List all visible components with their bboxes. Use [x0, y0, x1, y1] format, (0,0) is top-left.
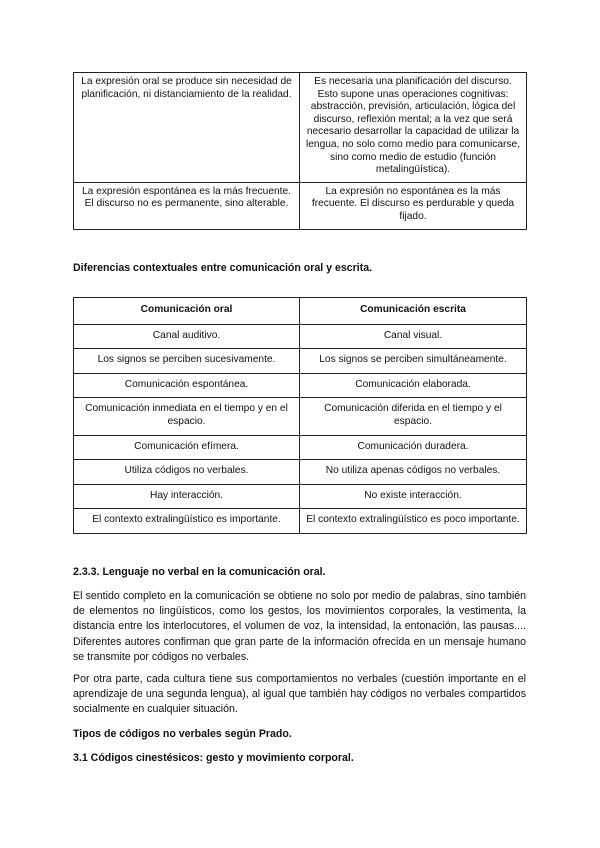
table-row — [74, 73, 527, 183]
table-cell-written: Es necesaria una planificación del discurso. Esto supone unas operaciones cognitivas: abstracción, previsión, articulación, lógica del discurso, reflexión mental; a la vez que será necesario desarrollar la capacidad de utilizar la lengua, no solo como medio para comunicarse, sino como medio de estudio (función metalingüística). — [300, 73, 527, 183]
table-cell-written: Comunicación duradera. — [300, 435, 527, 460]
body-paragraph: El sentido completo en la comunicación se obtiene no solo por medio de palabras, sino también de elementos no lingüísticos, como los gestos, los movimientos corporales, la vestimenta, la distancia entre los interlocutores, el volumen de voz, la intensidad, la entonación, las pausas.... Diferentes autores confirman que gran parte de la información ofrecida en un mensaje humano se transmite por códigos no verbales. — [73, 590, 526, 663]
section-heading-31: 3.1 Códigos cinestésicos: gesto y movimiento corporal. — [73, 752, 354, 764]
table-row — [74, 349, 527, 374]
table-cell-oral: La expresión oral se produce sin necesidad de planificación, ni distanciamiento de la realidad. — [74, 73, 300, 183]
table-row — [74, 509, 527, 534]
table-row — [74, 484, 527, 509]
table-cell-written: Comunicación elaborada. — [300, 373, 527, 398]
table-cell-written: Canal visual. — [300, 324, 527, 349]
section-heading-contextual: Diferencias contextuales entre comunicación oral y escrita. — [73, 262, 373, 274]
table-row — [74, 373, 527, 398]
table-cell-written: La expresión no espontánea es la más frecuente. El discurso es perdurable y queda fijado. — [300, 182, 527, 229]
table-row — [74, 460, 527, 485]
table-cell-oral: Comunicación espontánea. — [74, 373, 300, 398]
table-cell-oral: El contexto extralingüístico es importante. — [74, 509, 300, 534]
comparison-table-contextual — [73, 297, 527, 534]
body-paragraph: Por otra parte, cada cultura tiene sus comportamientos no verbales (cuestión importante en el aprendizaje de una segunda lengua), al igual que también hay códigos no verbales compartidos socialmente en cualquier situación. — [73, 673, 526, 716]
column-header-oral: Comunicación oral — [74, 298, 300, 325]
table-cell-written: Los signos se perciben simultáneamente. — [300, 349, 527, 374]
column-header-written: Comunicación escrita — [300, 298, 527, 325]
table-cell-written: No existe interacción. — [300, 484, 527, 509]
table-cell-oral: Comunicación inmediata en el tiempo y en el espacio. — [74, 398, 300, 435]
table-cell-oral: Canal auditivo. — [74, 324, 300, 349]
table-header-row — [74, 298, 527, 325]
table-cell-oral: La expresión espontánea es la más frecuente. El discurso no es permanente, sino alterable. — [74, 182, 300, 229]
table-row — [74, 182, 527, 229]
table-cell-oral: Los signos se perciben sucesivamente. — [74, 349, 300, 374]
table-row — [74, 435, 527, 460]
table-cell-written: El contexto extralingüístico es poco importante. — [300, 509, 527, 534]
section-heading-233: 2.3.3. Lenguaje no verbal en la comunicación oral. — [73, 566, 326, 578]
section-heading-tipos: Tipos de códigos no verbales según Prado. — [73, 728, 292, 740]
table-cell-written: No utiliza apenas códigos no verbales. — [300, 460, 527, 485]
table-cell-written: Comunicación diferida en el tiempo y el espacio. — [300, 398, 527, 435]
table-row — [74, 398, 527, 435]
table-cell-oral: Utiliza códigos no verbales. — [74, 460, 300, 485]
table-row — [74, 324, 527, 349]
comparison-table-planning — [73, 72, 527, 230]
table-cell-oral: Hay interacción. — [74, 484, 300, 509]
table-cell-oral: Comunicación efímera. — [74, 435, 300, 460]
